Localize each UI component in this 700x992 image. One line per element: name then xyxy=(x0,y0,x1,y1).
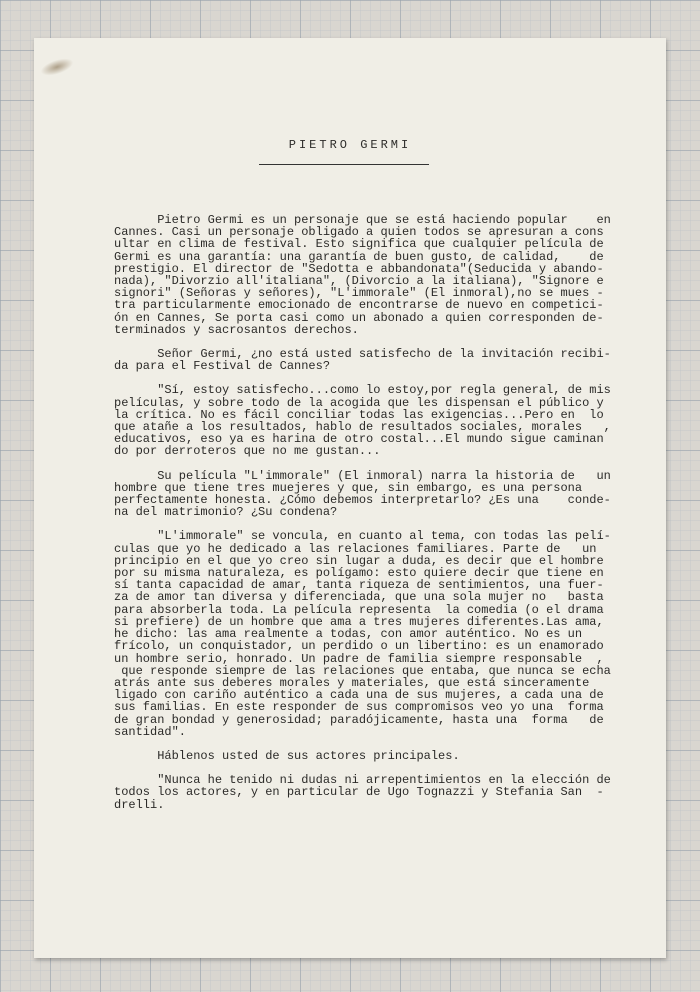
text-line: principio en el que yo creo sin lugar a duda, es decir que el hombre xyxy=(114,553,604,568)
text-line: "Sí, estoy satisfecho...como lo estoy,por regla general, de mis xyxy=(114,383,611,398)
text-line: que atañe a los resultados, hablo de resultados sociales, morales , xyxy=(114,420,611,435)
text-line: Háblenos usted de sus actores principales. xyxy=(114,748,460,763)
text-line: Su película "L'immorale" (El inmoral) narra la historia de un xyxy=(114,468,611,483)
text-line: la crítica. No es fácil conciliar todas las exigencias...Pero en lo xyxy=(114,407,604,422)
text-line: do por derroteros que no me gustan... xyxy=(114,444,381,459)
text-line: santidad". xyxy=(114,724,187,739)
text-line: que responde siempre de las relaciones que entaba, que nunca se echa xyxy=(114,663,611,678)
text-line: drelli. xyxy=(114,797,165,812)
text-line: Germi es una garantía: una garantía de buen gusto, de calidad, de xyxy=(114,249,604,264)
text-line: frícolo, un conquistador, un perdido o un libertino: es un enamorado xyxy=(114,639,604,654)
text-line: "Nunca he tenido ni dudas ni arrepentimientos en la elección de xyxy=(114,773,611,788)
text-line: za de amor tan diversa y diferenciada, que una sola mujer no basta xyxy=(114,590,604,605)
text-line: hombre que tiene tres muejeres y que, sin embargo, es una persona xyxy=(114,480,583,495)
text-line: por su misma naturaleza, es polígamo: esto quiere decir que tiene en xyxy=(114,566,604,581)
text-line: si prefiere) de un hombre que ama a tres mujeres diferentes.Las ama, xyxy=(114,614,604,629)
title-underline xyxy=(259,164,429,165)
text-line: ón en Cannes, Se porta casi como un abonado a quien corresponden de- xyxy=(114,310,604,325)
text-line: Pietro Germi es un personaje que se está haciendo popular en xyxy=(114,213,611,227)
text-line: tra particularmente emocionado de encontrarse de nuevo en competici- xyxy=(114,298,604,313)
document-body xyxy=(114,214,634,823)
text-line: he dicho: las ama realmente a todas, con amor auténtico. No es un xyxy=(114,627,583,642)
text-line: culas que yo he dedicado a las relaciones familiares. Parte de un xyxy=(114,541,597,556)
text-line: para absorberla toda. La película representa la comedia (o el drama xyxy=(114,602,604,617)
paragraph xyxy=(114,348,634,372)
text-line: terminados y sacrosantos derechos. xyxy=(114,322,359,337)
text-line: sí tanta capacidad de amar, tanta riqueza de sentimientos, una fuer- xyxy=(114,578,604,593)
document-page xyxy=(34,38,666,958)
text-line: Señor Germi, ¿no está usted satisfecho de la invitación recibi- xyxy=(114,347,611,362)
text-line: ligado con cariño auténtico a cada una de sus mujeres, a cada una de xyxy=(114,688,604,703)
document-title: PIETRO GERMI xyxy=(288,138,412,152)
text-line: nada), "Divorzio all'italiana", (Divorcio a la italiana), "Signore e xyxy=(114,274,604,289)
paper-stain xyxy=(39,55,76,79)
paragraph xyxy=(114,750,634,762)
text-line: de gran bondad y generosidad; paradójicamente, hasta una forma de xyxy=(114,712,604,727)
text-line: "L'immorale" se voncula, en cuanto al tema, con todas las pelí- xyxy=(114,529,611,544)
text-line: atrás ante sus deberes morales y materiales, que está sinceramente xyxy=(114,675,590,690)
text-line: perfectamente honesta. ¿Cómo debemos interpretarlo? ¿Es una conde- xyxy=(114,493,611,508)
text-line: Cannes. Casi un personaje obligado a quien todos se apresuran a cons xyxy=(114,225,604,240)
text-line: ultar en clima de festival. Esto significa que cualquier película de xyxy=(114,237,604,252)
text-line: na del matrimonio? ¿Su condena? xyxy=(114,505,338,520)
paragraph xyxy=(114,530,634,737)
text-line: sus familias. En este responder de sus compromisos veo yo una forma xyxy=(114,700,604,715)
text-line: educativos, eso ya es harina de otro costal...El mundo sigue caminan xyxy=(114,432,604,447)
text-line: todos los actores, y en particular de Ugo Tognazzi y Stefania San - xyxy=(114,785,604,800)
text-line: signori" (Señoras y señores), "L'immorale" (El inmoral),no se mues - xyxy=(114,286,604,301)
paragraph xyxy=(114,384,634,457)
paragraph xyxy=(114,214,634,336)
text-line: da para el Festival de Cannes? xyxy=(114,359,331,374)
paragraph xyxy=(114,774,634,811)
text-line: prestigio. El director de "Sedotta e abbandonata"(Seducida y abando- xyxy=(114,261,604,276)
text-line: un hombre serio, honrado. Un padre de familia siempre responsable , xyxy=(114,651,604,666)
text-line: películas, y sobre todo de la acogida que les dispensan el público y xyxy=(114,395,604,410)
paragraph xyxy=(114,470,634,519)
